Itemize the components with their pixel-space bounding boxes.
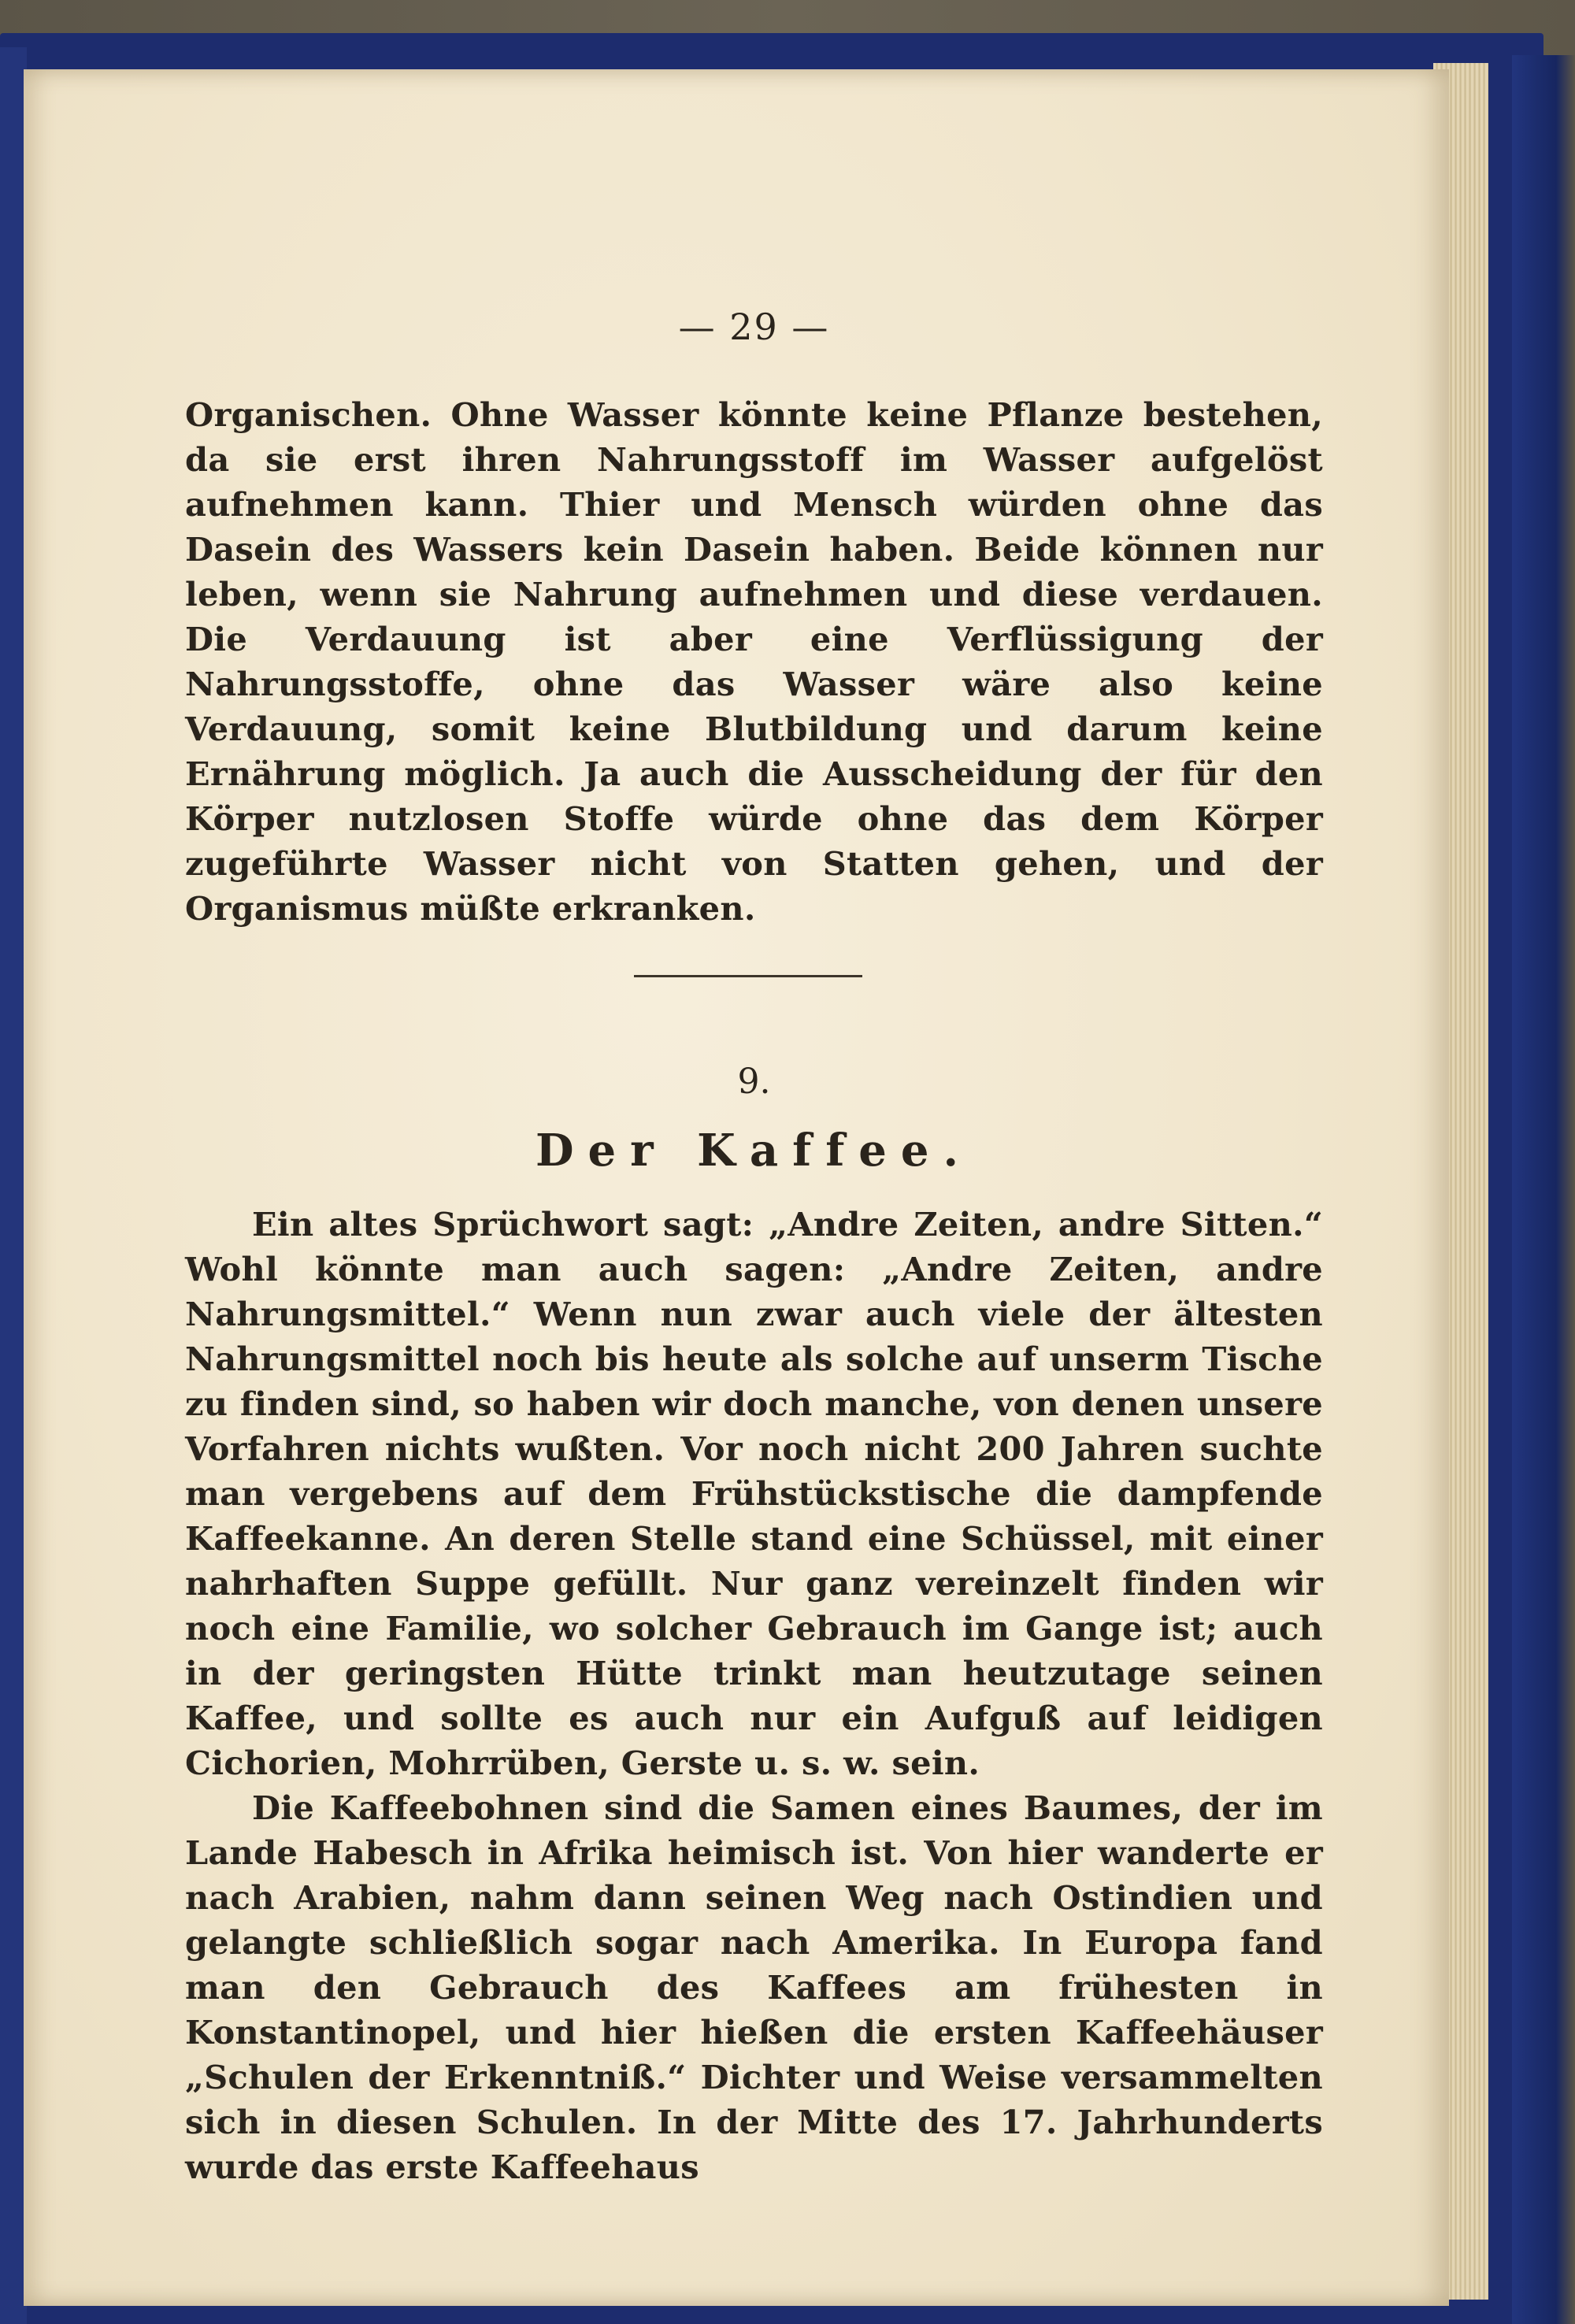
section-number: 9. <box>737 1062 771 1102</box>
book-cover-left-edge <box>0 47 27 2324</box>
book-page <box>24 69 1449 2306</box>
paragraph-text: Die Kaffeebohnen sind die Samen eines Baumes, der im Lande Habesch in Afrika heimisch ist. Von hier wanderte er nach Arabien, nahm dann seinen Weg nach Ostindien und gelangte schließlich sogar nach Amerika. In Europa fand man den Gebrauch des Kaffees am frühesten in Konstantinopel, und hier hießen die ersten Kaffeehäuser „Schulen der Erkenntniß.“ Dichter und Weise versammelten sich in diesen Schulen. In der Mitte des 17. Jahrhunderts wurde das erste Kaffeehaus <box>185 1788 1323 2186</box>
section-title: Der Kaffee. <box>535 1125 973 1177</box>
book-cover-right-edge <box>1512 55 1575 2324</box>
continued-paragraph <box>185 392 1323 931</box>
section-divider <box>634 975 862 977</box>
section-body <box>185 1202 1323 2189</box>
paragraph-text: Ein altes Sprüchwort sagt: „Andre Zeiten, andre Sitten.“ Wohl könnte man auch sagen: „Andre Zeiten, andre Nahrungsmittel.“ Wenn nun zwar auch viele der ältesten Nahrungsmittel noch bis heute als solche auf unserm Tische zu finden sind, so haben wir doch manche, von denen unsere Vorfahren nichts wußten. Vor noch nicht 200 Jahren suchte man vergebens auf dem Frühstückstische die dampfende Kaffeekanne. An deren Stelle stand eine Schüssel, mit einer nahrhaften Suppe gefüllt. Nur ganz vereinzelt finden wir noch eine Familie, wo solcher Gebrauch im Gange ist; auch in der geringsten Hütte trinkt man heutzutage seinen Kaffee, und sollte es auch nur ein Aufguß auf leidigen Cichorien, Mohrrüben, Gerste u. s. w. sein. <box>185 1205 1323 1782</box>
page-number: — 29 — <box>678 306 830 348</box>
paragraph-text: Organischen. Ohne Wasser könnte keine Pflanze bestehen, da sie erst ihren Nahrungsstoff im Wasser aufgelöst aufnehmen kann. Thier und Mensch würden ohne das Dasein des Wassers kein Dasein haben. Beide können nur leben, wenn sie Nahrung aufnehmen und diese verdauen. Die Verdauung ist aber eine Verflüssigung der Nahrungsstoffe, ohne das Wasser wäre also keine Verdauung, somit keine Blutbildung und darum keine Ernährung möglich. Ja auch die Ausscheidung der für den Körper nutzlosen Stoffe würde ohne das dem Körper zugeführte Wasser nicht von Statten gehen, und der Organismus müßte erkranken. <box>185 395 1323 928</box>
